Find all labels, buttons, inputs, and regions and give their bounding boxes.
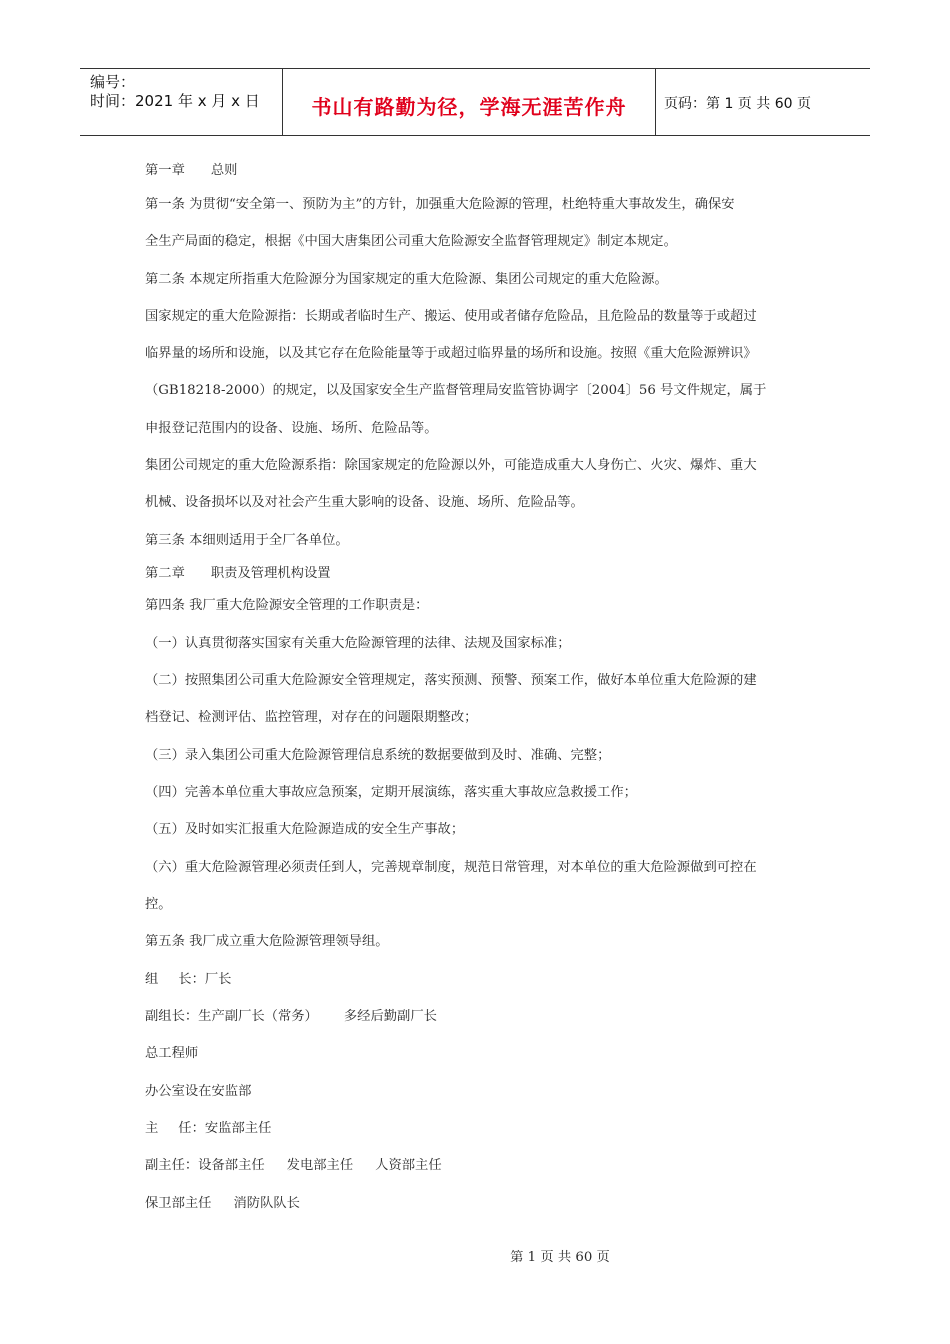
- roster-line: 总工程师: [145, 1046, 199, 1061]
- header-motto: 书山有路勤为径，学海无涯苦作舟: [311, 94, 627, 119]
- list-item: （二）按照集团公司重大危险源安全管理规定，落实预测、预警、预案工作，做好本单位重大危险源的建: [145, 673, 757, 688]
- page-footer: 第 1 页 共 60 页: [510, 1250, 610, 1265]
- list-item: （三）录入集团公司重大危险源管理信息系统的数据要做到及时、准确、完整；: [145, 748, 611, 763]
- paragraph-line: 国家规定的重大危险源指：长期或者临时生产、搬运、使用或者储存危险品，且危险品的数量等于或超过: [145, 309, 757, 324]
- list-item: （五）及时如实汇报重大危险源造成的安全生产事故；: [145, 822, 465, 837]
- paragraph-line: （GB18218-2000）的规定，以及国家安全生产监督管理局安监管协调字〔2004〕56 号文件规定，属于: [145, 383, 767, 398]
- roster-line: 副主任：设备部主任 发电部主任 人资部主任: [145, 1158, 442, 1173]
- list-item: （六）重大危险源管理必须责任到人，完善规章制度，规范日常管理，对本单位的重大危险源做到可控在: [145, 860, 757, 875]
- roster-line: 组 长：厂长: [145, 972, 232, 987]
- document-number-label: 编号：: [90, 73, 136, 91]
- document-header: [80, 68, 870, 136]
- paragraph-line: 第三条 本细则适用于全厂各单位。: [145, 533, 349, 548]
- header-page-info: 页码：第 1 页 共 60 页: [664, 96, 811, 112]
- header-motto-cell: [283, 69, 656, 135]
- list-item: （四）完善本单位重大事故应急预案，定期开展演练，落实重大事故应急救援工作；: [145, 785, 637, 800]
- list-item: 档登记、检测评估、监控管理，对存在的问题限期整改；: [145, 710, 478, 725]
- paragraph-line: 集团公司规定的重大危险源系指：除国家规定的危险源以外，可能造成重大人身伤亡、火灾、爆炸、重大: [145, 458, 757, 473]
- roster-line: 保卫部主任 消防队队长: [145, 1196, 300, 1211]
- paragraph-line: 全生产局面的稳定，根据《中国大唐集团公司重大危险源安全监督管理规定》制定本规定。: [145, 234, 677, 249]
- header-meta: [80, 69, 283, 135]
- paragraph-line: 申报登记范围内的设备、设施、场所、危险品等。: [145, 421, 438, 436]
- paragraph-line: 第四条 我厂重大危险源安全管理的工作职责是：: [145, 598, 429, 613]
- roster-line: 主 任：安监部主任: [145, 1121, 272, 1136]
- list-item: （一）认真贯彻落实国家有关重大危险源管理的法律、法规及国家标准；: [145, 636, 571, 651]
- roster-line: 副组长：生产副厂长（常务） 多经后勤副厂长: [145, 1009, 437, 1024]
- chapter-heading: 第二章 职责及管理机构设置: [145, 566, 331, 581]
- paragraph-line: 第一条 为贯彻“安全第一、预防为主”的方针，加强重大危险源的管理，杜绝特重大事故发生，确保安: [145, 197, 735, 212]
- document-time-label: 时间：2021 年 x 月 x 日: [90, 92, 260, 110]
- paragraph-line: 临界量的场所和设施，以及其它存在危险能量等于或超过临界量的场所和设施。按照《重大危险源辨识》: [145, 346, 757, 361]
- paragraph-line: 第二条 本规定所指重大危险源分为国家规定的重大危险源、集团公司规定的重大危险源。: [145, 272, 668, 287]
- roster-line: 办公室设在安监部: [145, 1084, 252, 1099]
- paragraph-line: 机械、设备损坏以及对社会产生重大影响的设备、设施、场所、危险品等。: [145, 495, 584, 510]
- header-page-cell: [656, 69, 870, 135]
- list-item: 控。: [145, 897, 172, 912]
- paragraph-line: 第五条 我厂成立重大危险源管理领导组。: [145, 934, 389, 949]
- chapter-heading: 第一章 总则: [145, 163, 238, 178]
